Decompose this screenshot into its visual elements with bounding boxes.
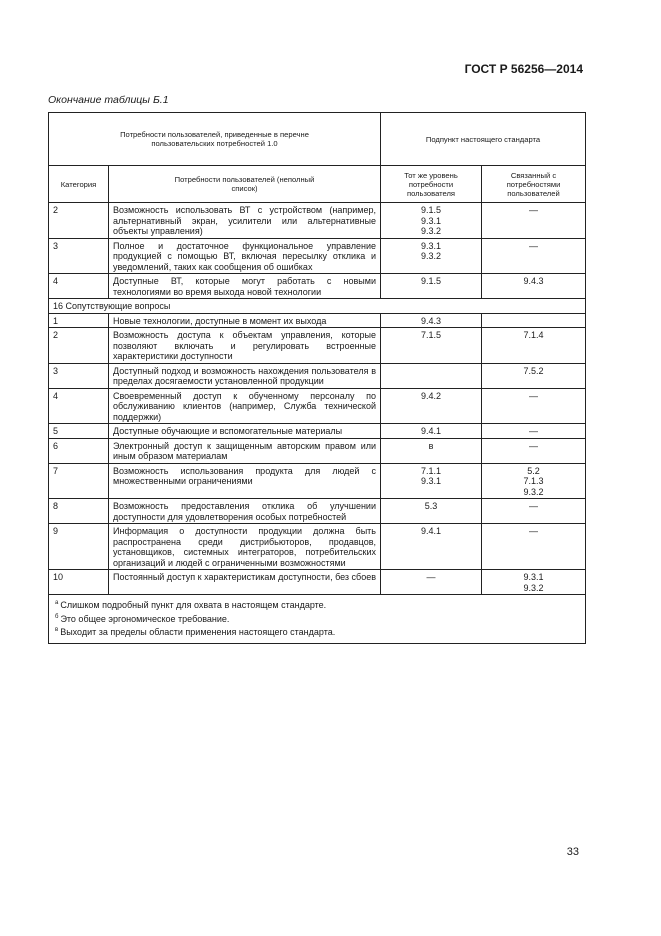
row-same-level: 9.4.3 [381, 313, 482, 328]
section-row [49, 299, 586, 314]
row-need: Возможность использовать ВТ с устройством (например, альтернативный экран, усилители или альтернативные объекты управления) [109, 203, 381, 239]
row-category: 4 [49, 388, 109, 424]
footnotes [49, 595, 586, 644]
page-number: 33 [566, 846, 579, 858]
footnote [55, 598, 581, 612]
header-related: Связанный с потребностями пользователей [482, 166, 586, 203]
footnote-mark: а [55, 600, 59, 606]
footnote-mark: б [55, 613, 59, 620]
row-category: 4 [49, 274, 109, 299]
row-category: 6 [49, 438, 109, 463]
row-related: — [482, 238, 586, 274]
row-same-level [381, 363, 482, 388]
row-related: 9.3.1 9.3.2 [482, 570, 586, 595]
document-code: ГОСТ Р 56256—2014 [464, 62, 583, 76]
row-need: Полное и достаточное функциональное управление продукцией с помощью ВТ, включая пересылку отклика и уведомлений, таких как сообщения об ошибках [109, 238, 381, 274]
table-row [49, 438, 586, 463]
table-row [49, 363, 586, 388]
row-need: Возможность предоставления отклика об улучшении доступности для удовлетворения особых потребностей [109, 499, 381, 524]
row-related: — [482, 203, 586, 239]
footnote-text: Слишком подробный пункт для охвата в настоящем стандарте. [60, 600, 327, 610]
table-row [49, 424, 586, 439]
footnote-text: Это общее эргономическое требование. [60, 613, 230, 624]
row-category: 3 [49, 238, 109, 274]
header-row-columns [49, 166, 586, 203]
header-category: Категория [49, 166, 109, 203]
requirements-table [48, 112, 586, 644]
row-category: 2 [49, 328, 109, 364]
footnote-text: Выходит за пределы области применения настоящего стандарта. [60, 627, 336, 637]
table-row [49, 203, 586, 239]
footnote-mark: в [55, 627, 59, 633]
header-same-level: Тот же уровень потребности пользователя [381, 166, 482, 203]
row-category: 1 [49, 313, 109, 328]
table-caption: Окончание таблицы Б.1 [48, 94, 169, 106]
row-same-level: 9.4.1 [381, 424, 482, 439]
row-category: 2 [49, 203, 109, 239]
footnote [55, 625, 581, 639]
row-need: Информация о доступности продукции должна быть распространена среди дистрибьюторов, продавцов, установщиков, системных интеграторов, потребительских организаций и людей с ограниченными возможностями [109, 524, 381, 570]
footnote [55, 612, 581, 626]
row-same-level: 5.3 [381, 499, 482, 524]
row-need: Постоянный доступ к характеристикам доступности, без сбоев [109, 570, 381, 595]
row-need: Возможность доступа к объектам управления, которые позволяют включать и регулировать встроенные характеристики доступности [109, 328, 381, 364]
row-need: Своевременный доступ к обученному персоналу по обслуживанию клиентов (например, Служба технической поддержки) [109, 388, 381, 424]
row-same-level: 7.1.5 [381, 328, 482, 364]
row-need: Доступные обучающие и вспомогательные материалы [109, 424, 381, 439]
row-need: Электронный доступ к защищенным авторским правом или иным образом материалам [109, 438, 381, 463]
row-same-level: — [381, 570, 482, 595]
row-related: — [482, 524, 586, 570]
row-related: 7.5.2 [482, 363, 586, 388]
row-category: 7 [49, 463, 109, 499]
table-row [49, 524, 586, 570]
row-category: 5 [49, 424, 109, 439]
row-related: 7.1.4 [482, 328, 586, 364]
header-needs-group: Потребности пользователей, приведенные в перечне пользовательских потребностей 1.0 [49, 113, 381, 166]
row-related: 5.2 7.1.3 9.3.2 [482, 463, 586, 499]
row-same-level: 9.4.2 [381, 388, 482, 424]
row-related [482, 313, 586, 328]
row-same-level: 9.4.1 [381, 524, 482, 570]
row-related: — [482, 388, 586, 424]
header-subclause-group: Подпункт настоящего стандарта [381, 113, 586, 166]
row-need: Доступные ВТ, которые могут работать с новыми технологиями во время выхода новой технологии [109, 274, 381, 299]
table-row [49, 463, 586, 499]
row-need: Возможность использования продукта для людей с множественными ограничениями [109, 463, 381, 499]
table-row [49, 388, 586, 424]
row-same-level: 9.1.5 9.3.1 9.3.2 [381, 203, 482, 239]
row-category: 8 [49, 499, 109, 524]
row-related: — [482, 499, 586, 524]
table-row [49, 238, 586, 274]
row-related: 9.4.3 [482, 274, 586, 299]
row-category: 9 [49, 524, 109, 570]
table-row [49, 274, 586, 299]
table-row [49, 328, 586, 364]
header-needs: Потребности пользователей (неполный список) [109, 166, 381, 203]
row-same-level: 9.1.5 [381, 274, 482, 299]
table-row [49, 570, 586, 595]
table-row [49, 313, 586, 328]
row-category: 10 [49, 570, 109, 595]
row-need: Новые технологии, доступные в момент их выхода [109, 313, 381, 328]
header-row-group [49, 113, 586, 166]
row-same-level: 9.3.1 9.3.2 [381, 238, 482, 274]
row-same-level: 7.1.1 9.3.1 [381, 463, 482, 499]
row-category: 3 [49, 363, 109, 388]
row-need: Доступный подход и возможность нахождения пользователя в пределах досягаемости установленной продукции [109, 363, 381, 388]
row-same-level: в [381, 438, 482, 463]
row-related: — [482, 438, 586, 463]
row-related: — [482, 424, 586, 439]
footnotes-row [49, 595, 586, 644]
table-row [49, 499, 586, 524]
section-title: 16 Сопутствующие вопросы [49, 299, 586, 314]
